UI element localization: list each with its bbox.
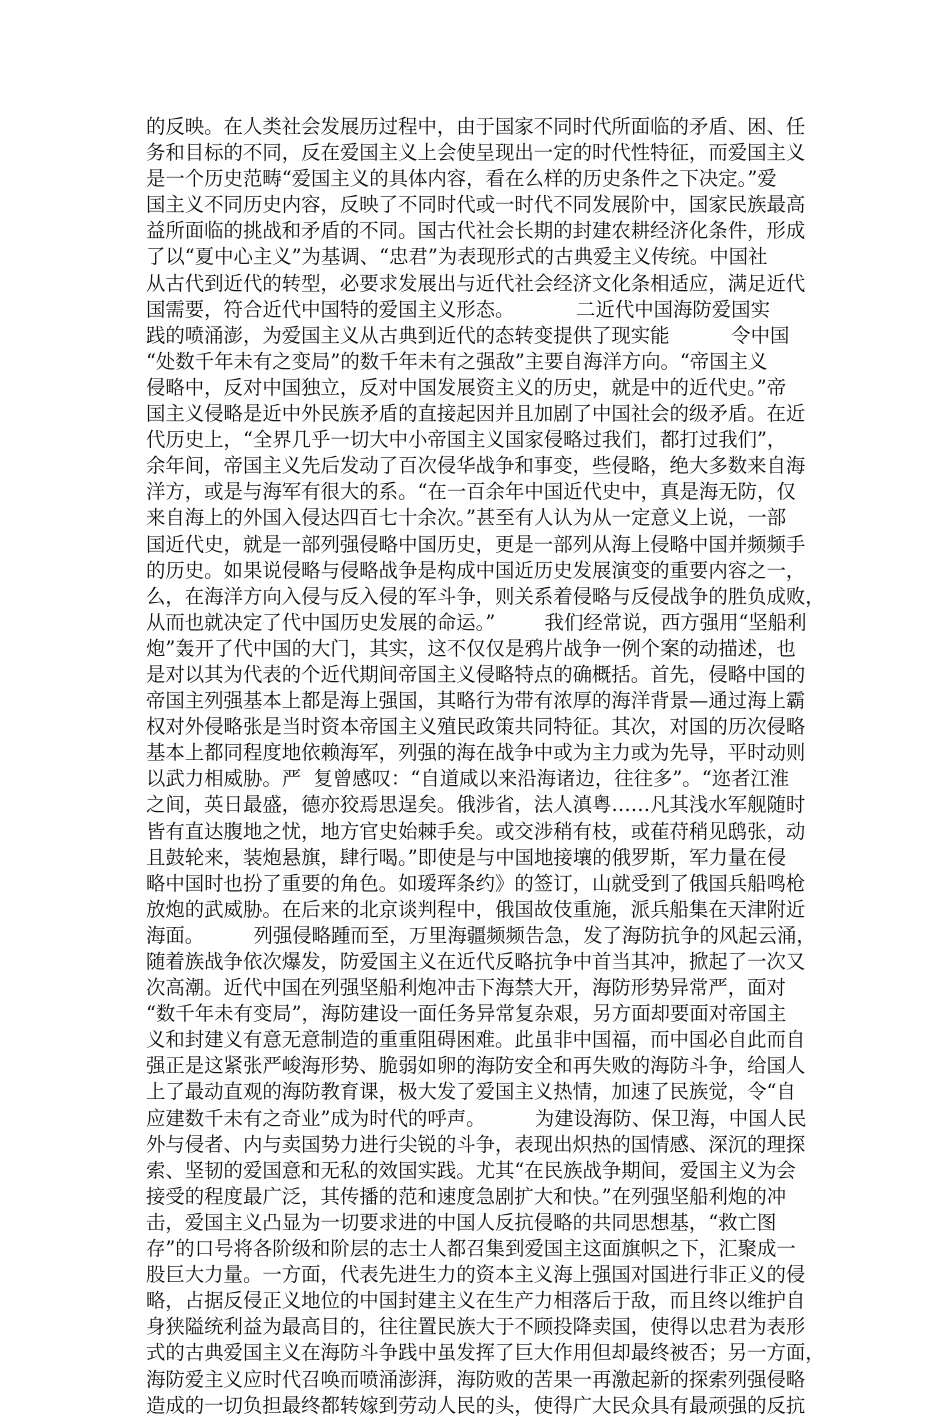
text-line: 基本上都同程度地依赖海军，列强的海在战争中或为主力或为先导，平时动则: [146, 741, 806, 765]
text-line: 的反映。在人类社会发展历过程中，由于国家不同时代所面临的矛盾、困、任: [146, 115, 806, 138]
text-line: 从古代到近代的转型，必要求发展出与近代社会经济文化条相适应，满足近代: [146, 271, 806, 295]
text-line: 来自海上的外国入侵达四百七十余次。”甚至有人认为从一定意义上说，一部: [146, 506, 787, 530]
text-line: 次高潮。近代中国在列强坚船利炮冲击下海禁大开，海防形势异常严，面对: [146, 976, 786, 1000]
text-line: 帝国主列强基本上都是海上强国，其略行为带有浓厚的海洋背景—通过海上霸: [146, 689, 806, 713]
text-line: 践的喷涌澎，为爱国主义从古典到近代的态转变提供了现实能 令中国: [146, 323, 790, 347]
text-line: 是一个历史范畴“爱国主义的具体内容，看在么样的历史条件之下决定。”爱: [146, 167, 777, 191]
text-line: 击，爱国主义凸显为一切要求进的中国人反抗侵略的共同思想基，“救亡图: [146, 1210, 777, 1234]
text-line: 且鼓轮来，装炮悬旗，肆行喝。”即使是与中国地接壤的俄罗斯，军力量在侵: [146, 845, 787, 869]
text-line: 强正是这紧张严峻海形势、脆弱如卵的海防安全和再失败的海防斗争，给国人: [146, 1054, 806, 1078]
text-line: 是对以其为代表的个近代期间帝国主义侵略特点的确概括。首先，侵略中国的: [146, 662, 806, 686]
text-line: 余年间，帝国主义先后发动了百次侵华战争和事变，些侵略，绝大多数来自海: [146, 454, 806, 478]
text-line: 造成的一切负担最终都转嫁到劳动人民的头，使得广大民众具有最顽强的反抗: [146, 1393, 806, 1417]
text-line: “数千年未有变局”，海防建设一面任务异常复杂艰，另方面却要面对帝国主: [146, 1002, 787, 1026]
text-line: 海防爱主义应时代召唤而喷涌澎湃，海防败的苦果一再激起新的探索列强侵略: [146, 1367, 806, 1391]
text-line: 略，占据反侵正义地位的中国封建主义在生产力相落后于敌，而且终以维护自: [146, 1289, 806, 1313]
text-line: 身狭隘统利益为最高目的，往往置民族大于不顾投降卖国，使得以忠君为表形: [146, 1315, 806, 1339]
text-line: 洋方，或是与海军有很大的系。“在一百余年中国近代史中，真是海无防，仅: [146, 480, 796, 504]
text-line: 侵略中，反对中国独立，反对中国发展资主义的历史，就是中的近代史。”帝: [146, 375, 787, 399]
body-text: [146, 114, 825, 1419]
text-line: 国主义侵略是近中外民族矛盾的直接起因并且加剧了中国社会的级矛盾。在近: [146, 402, 806, 426]
text-line: 股巨大力量。一方面，代表先进生力的资本主义海上强国对国进行非正义的侵: [146, 1263, 806, 1287]
text-line: 的历史。如果说侵略与侵略战争是构成中国近历史发展演变的重要内容之一，: [146, 558, 806, 582]
text-line: 应建数千未有之奇业”成为时代的呼声。 为建设海防、保卫海，中国人民: [146, 1106, 807, 1130]
text-line: 以武力相威胁。严 复曾感叹：“自道咸以来沿海诸边，往往多”。“迩者江淮: [146, 767, 790, 791]
text-line: 接受的程度最广泛，其传播的范和速度急剧扩大和快。”在列强坚船利炮的冲: [146, 1184, 787, 1208]
text-line: 放炮的武威胁。在后来的北京谈判程中，俄国故伎重施，派兵船集在天津附近: [146, 897, 806, 921]
text-line: 国近代史，就是一部列强侵略中国历史，更是一部列从海上侵略中国并频频手: [146, 532, 806, 556]
text-line: 国需要，符合近代中国特的爱国主义形态。 二近代中国海防爱国实: [146, 297, 770, 321]
text-line: 之间，英日最盛，德亦狡焉思逞矣。俄涉省，法人滇粤……凡其浅水军舰随时: [146, 793, 806, 817]
text-line: 了以“夏中心主义”为基调、“忠君”为表现形式的古典爱主义传统。中国社: [146, 245, 768, 269]
text-line: 上了最动直观的海防教育课，极大发了爱国主义热情，加速了民族觉，令“自: [146, 1080, 796, 1104]
text-line: 炮”轰开了代中国的大门，其实，这不仅仅是鸦片战争一例个案的动描述，也: [146, 636, 796, 660]
text-line: 皆有直达腹地之忧，地方官史始棘手矣。或交涉稍有枝，或萑苻稍见鸱张，动: [146, 819, 806, 843]
text-line: “处数千年未有之变局”的数千年未有之强敌”主要自海洋方向。“帝国主义: [146, 349, 768, 373]
text-line: 益所面临的挑战和矛盾的不同。国古代社会长期的封建农耕经济化条件，形成: [146, 219, 806, 243]
text-line: 存”的口号将各阶级和阶层的志士人都召集到爱国主这面旗帜之下，汇聚成一: [146, 1237, 796, 1261]
text-line: 式的古典爱国主义在海防斗争践中虽发挥了巨大作用但却最终被否；另一方面，: [146, 1341, 825, 1365]
text-line: 海面。 列强侵略踵而至，万里海疆频频告急，发了海防抗争的风起云涌，: [146, 923, 816, 947]
text-line: 从而也就决定了代中国历史发展的命运。” 我们经常说，西方强用“坚船利: [146, 610, 807, 634]
text-line: 国主义不同历史内容，反映了不同时代或一时代不同发展阶中，国家民族最高: [146, 193, 806, 217]
text-line: 外与侵者、内与卖国势力进行尖锐的斗争，表现出炽热的国情感、深沉的理探: [146, 1132, 806, 1156]
text-line: 索、坚韧的爱国意和无私的效国实践。尤其“在民族战争期间，爱国主义为会: [146, 1158, 796, 1182]
text-line: 务和目标的不同，反在爱国主义上会使呈现出一定的时代性特征，而爱国主义: [146, 141, 806, 165]
text-line: 代历史上，“全界几乎一切大中小帝国主义国家侵略过我们，都打过我们”，: [146, 428, 787, 452]
text-line: 随着族战争依次爆发，防爱国主义在近代反略抗争中首当其冲，掀起了一次又: [146, 950, 806, 973]
text-line: 略中国时也扮了重要的角色。如瑷珲条约》的签订，山就受到了俄国兵船鸣枪: [146, 871, 806, 895]
text-line: 义和封建义有意无意制造的重重阻碍困难。此虽非中国福，而中国必自此而自: [146, 1028, 806, 1052]
text-line: 么，在海洋方向入侵与反入侵的军斗争，则关系着侵略与反侵战争的胜负成败，: [146, 584, 825, 608]
text-line: 权对外侵略张是当时资本帝国主义殖民政策共同特征。其次，对国的历次侵略: [146, 715, 806, 739]
